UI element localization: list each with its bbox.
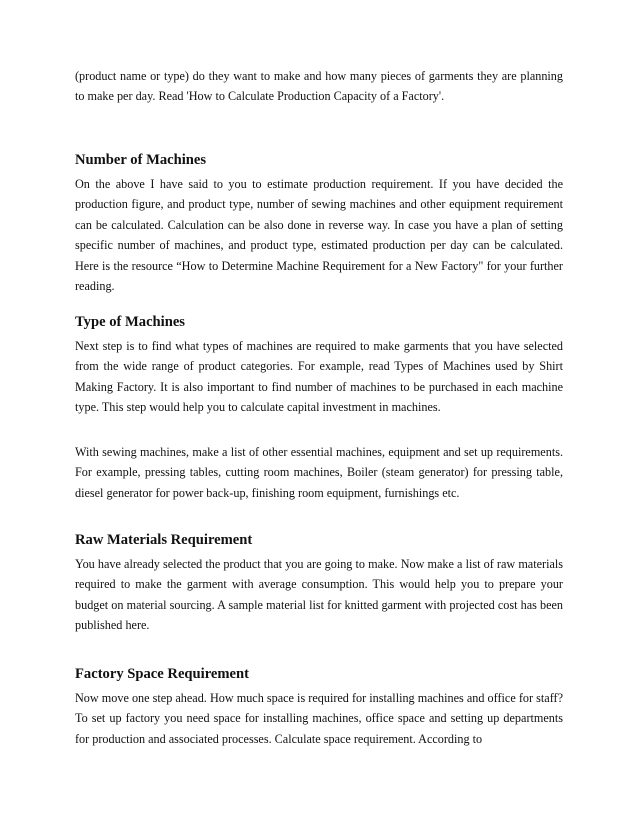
section-raw-materials-requirement <box>75 530 563 636</box>
section-heading: Factory Space Requirement <box>75 666 250 682</box>
section-number-of-machines <box>75 150 563 296</box>
section-factory-space-requirement <box>75 664 563 749</box>
section-heading: Type of Machines <box>75 314 185 330</box>
section-heading: Raw Materials Requirement <box>75 532 253 548</box>
section-type-of-machines-continued <box>75 442 563 503</box>
section-heading: Number of Machines <box>75 152 207 168</box>
intro-paragraph: (product name or type) do they want to make and how many pieces of garments they are planning to make per day. Read 'How to Calculate Production Capacity of a Factory'. <box>75 69 563 104</box>
section-type-of-machines <box>75 312 563 418</box>
document-page <box>75 66 563 746</box>
section-paragraph: On the above I have said to you to estimate production requirement. If you have decided the production figure, and product type, number of sewing machines and other equipment requirement can be calculated. Calculation can be also done in reverse way. In case you have a plan of setting specific number of machines, and product type, estimated production per day can be calculated. Here is the resource “How to Determine Machine Requirement for a New Factory" for your further reading. <box>75 177 563 294</box>
section-paragraph: Next step is to find what types of machines are required to make garments that you have selected from the wide range of product categories. For example, read Types of Machines used by Shirt Making Factory. It is also important to find number of machines to be purchased in each machine type. This step would help you to calculate capital investment in machines. <box>75 339 563 415</box>
section-paragraph: Now move one step ahead. How much space is required for installing machines and office for staff? To set up factory you need space for installing machines, office space and setting up departments for production and associated processes. Calculate space requirement. According to <box>75 691 563 746</box>
section-paragraph: With sewing machines, make a list of other essential machines, equipment and set up requirements. For example, pressing tables, cutting room machines, Boiler (steam generator) for pressing table, diesel generator for power back-up, finishing room equipment, furnishings etc. <box>75 445 563 500</box>
section-paragraph: You have already selected the product that you are going to make. Now make a list of raw materials required to make the garment with average consumption. This would help you to prepare your budget on material sourcing. A sample material list for knitted garment with projected cost has been published here. <box>75 557 563 633</box>
